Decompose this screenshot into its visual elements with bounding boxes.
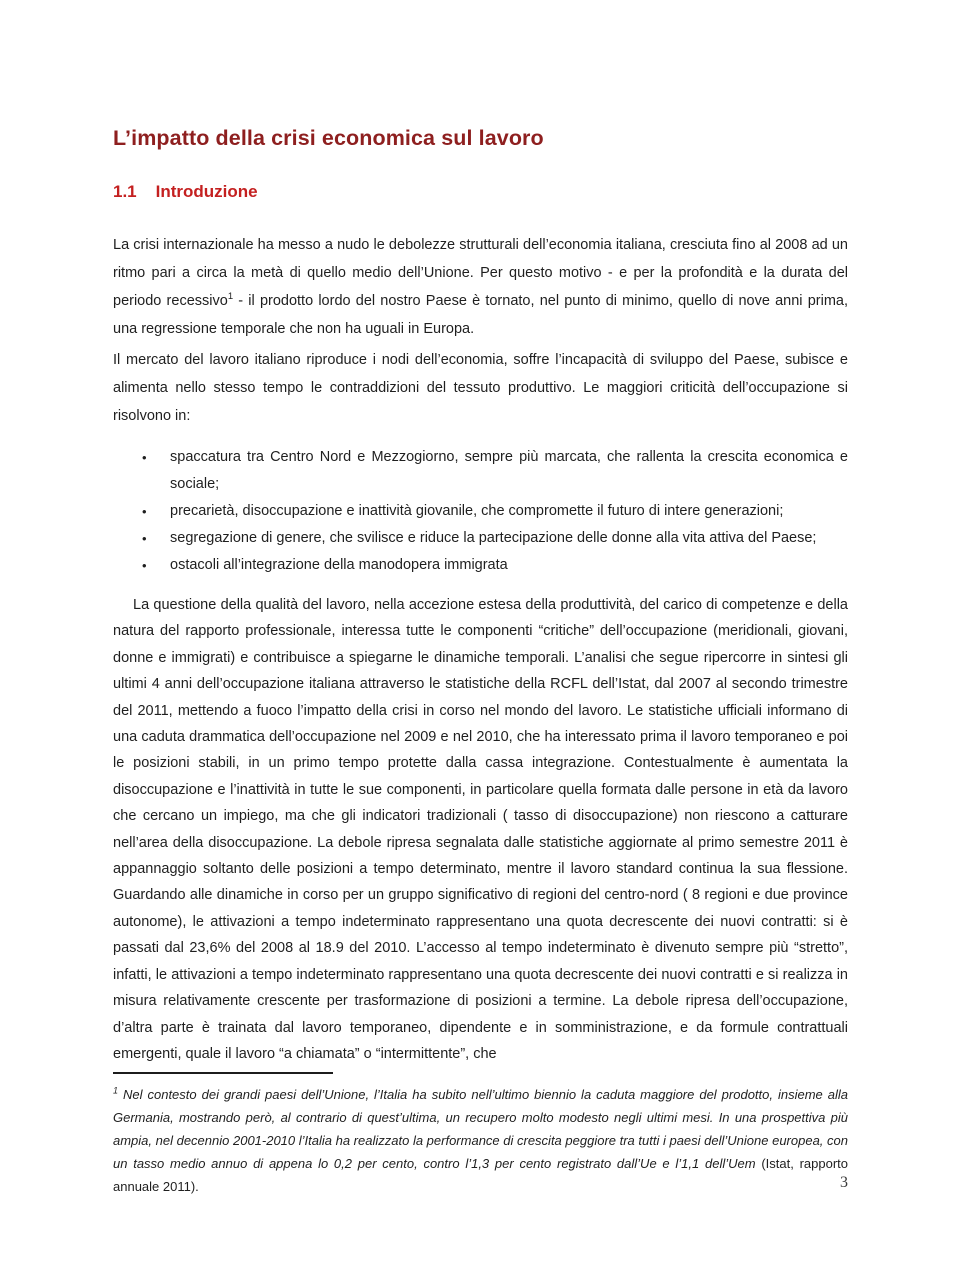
bullet-icon: •	[142, 531, 147, 546]
labour-market-paragraph: Il mercato del lavoro italiano riproduce i nodi dell’economia, soffre l’incapacità di sviluppo del Paese, subisce e alimenta nello stesso tempo le contraddizioni del tessuto produttivo. Le maggiori criticità dell’occupazione si risolvono in:	[113, 352, 848, 424]
list-item	[142, 525, 848, 552]
section-title: Introduzione	[155, 182, 258, 201]
page-content	[113, 126, 848, 1067]
list-item-text: ostacoli all’integrazione della manodopera immigrata	[170, 557, 508, 573]
list-item-text: precarietà, disoccupazione e inattività giovanile, che compromette il futuro di intere generazioni;	[170, 503, 784, 519]
footnote-reference: 1	[227, 291, 234, 303]
list-item-text: spaccatura tra Centro Nord e Mezzogiorno, sempre più marcata, che rallenta la crescita economica e sociale;	[170, 449, 848, 492]
bullet-icon: •	[142, 558, 147, 573]
intro-paragraph-text-cont: - il prodotto lordo del nostro Paese è tornato, nel punto di minimo, quello di nove anni prima, una regressione temporale che non ha uguali in Europa.	[113, 293, 848, 337]
page-title: L’impatto della crisi economica sul lavoro	[113, 126, 544, 150]
footnote-separator	[113, 1072, 333, 1074]
list-item-text: segregazione di genere, che svilisce e riduce la partecipazione delle donne alla vita attiva del Paese;	[170, 530, 817, 546]
analysis-paragraph: La questione della qualità del lavoro, nella accezione estesa della produttività, del carico di competenze e della natura del rapporto professionale, interessa tutte le componenti “critiche” dell’occupazione (meridionali, giovani, donne e immigrati) e contribuisce a spiegarne le dinamiche temporali. L’analisi che segue ripercorre in sintesi gli ultimi 4 anni dell’occupazione italiana attraverso le statistiche della RCFL dell’Istat, dal 2007 al secondo trimestre del 2011, mettendo a fuoco l’impatto della crisi in corso nel mondo del lavoro. Le statistiche ufficiali informano di una caduta drammatica dell’occupazione nel 2009 e nel 2010, che ha interessato prima il lavoro temporaneo e poi le posizioni stabili, in un primo tempo protette dalla cassa integrazione. Contestualmente è aumentata la disoccupazione e l’inattività in tutte le sue componenti, in particolare quella formata dalle persone in età da lavoro che cercano un impiego, ma che gli indicatori tradizionali ( tasso di disoccupazione) non riescono a catturare nell’area della disoccupazione. La debole ripresa segnalata dalle statistiche aggiornate al primo semestre 2011 è appannaggio soltanto delle posizioni a tempo determinato, mentre il lavoro standard continua la sua flessione. Guardando alle dinamiche in corso per un gruppo significativo di regioni del centro-nord ( 8 regioni e due province autonome), le attivazioni a tempo indeterminato rappresentano una quota decrescente dei nuovi contratti: si è passati dal 23,6% del 2008 al 18.9 del 2010. L’accesso al tempo indeterminato è divenuto sempre più “stretto”, infatti, le attivazioni a tempo indeterminato rappresentano una quota decrescente dei nuovi contratti e si realizza in misura relativamente crescente per trasformazione di posizioni a termine. La debole ripresa dell’occupazione, d’altra parte è trainata dal lavoro temporaneo, dipendente e in somministrazione, e da formule contrattuali emergenti, quale il lavoro “a chiamata” o “intermittente”, che	[113, 597, 848, 1062]
bullet-icon: •	[142, 450, 147, 465]
footnote-marker: 1	[113, 1085, 119, 1096]
list-item	[142, 444, 848, 498]
list-item	[142, 552, 848, 579]
section-number: 1.1	[113, 182, 137, 201]
intro-paragraph-text: La crisi internazionale ha messo a nudo le debolezze strutturali dell’economia italiana, cresciuta fino al 2008 ad un ritmo pari a circa la metà di quello medio dell’Unione. Per questo motivo - e per la profondità e la durata del periodo recessivo	[113, 237, 848, 309]
list-item	[142, 498, 848, 525]
intro-paragraph	[113, 231, 848, 343]
section-heading	[113, 182, 848, 202]
bullet-icon: •	[142, 504, 147, 519]
criticality-list	[113, 444, 848, 579]
footnote-citation: (Istat, rapporto annuale 2011).	[113, 1156, 848, 1194]
footnote-text: Nel contesto dei grandi paesi dell’Unione, l’Italia ha subito nell’ultimo biennio la caduta maggiore del prodotto, insieme alla Germania, mostrando però, al contrario di quest’ultima, un recupero molto modesto negli ultimi mesi. In una prospettiva più ampia, nel decennio 2001-2010 l’Italia ha realizzato la performance di crescita peggiore tra tutti i paesi dell’Unione europea, con un tasso medio annuo di appena lo 0,2 per cento, contro l’1,3 per cento registrato dall’Ue e l’1,1 dell’Uem	[113, 1087, 848, 1171]
page-number: 3	[840, 1174, 848, 1191]
